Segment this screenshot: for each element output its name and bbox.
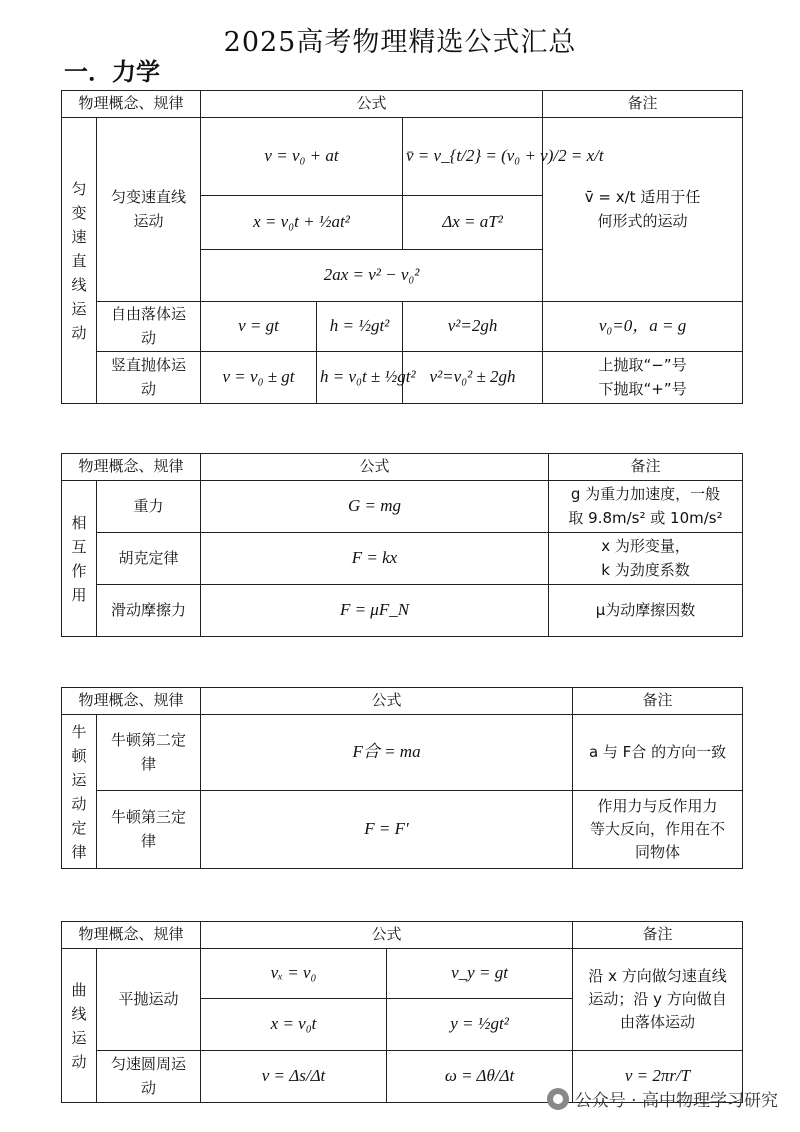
page-title: 2025高考物理精选公式汇总 [223, 27, 577, 58]
section-heading: 一．力学 [64, 58, 160, 86]
formula-cell: h = v₀t ± ½gt² [317, 352, 403, 404]
concept-name: 重力 [97, 481, 201, 533]
concept-name: 牛顿第三定 律 [97, 791, 201, 869]
header-formula: 公式 [201, 922, 573, 949]
group-label: 牛 顿 运 动 定 律 [62, 715, 97, 869]
formula-cell: F = μF_N [201, 585, 549, 637]
formula-cell: v²=v₀² ± 2gh [403, 352, 543, 404]
header-formula: 公式 [201, 688, 573, 715]
concept-name: 匀变速直线 运动 [97, 118, 201, 302]
watermark [547, 1086, 778, 1111]
note-cell: μ为动摩擦因数 [549, 585, 743, 637]
header-formula: 公式 [201, 454, 549, 481]
formula-cell: vₓ = v₀ [201, 949, 387, 999]
curvilinear-table [61, 921, 743, 1103]
formula-cell: v_y = gt [387, 949, 573, 999]
note-cell: v₀=0，a = g [543, 302, 743, 352]
group-label: 相 互 作 用 [62, 481, 97, 637]
wechat-logo-icon [547, 1088, 569, 1110]
note-cell: 上抛取“−”号 下抛取“+”号 [543, 352, 743, 404]
interaction-table [61, 453, 743, 637]
formula-cell: v = Δs/Δt [201, 1051, 387, 1103]
concept-name: 牛顿第二定 律 [97, 715, 201, 791]
formula-cell: v̄ = v_{t/2} = (v₀ + v)/2 = x/t [403, 118, 543, 196]
concept-name: 平抛运动 [97, 949, 201, 1051]
watermark-text: 公众号 · 高中物理学习研究 [574, 1091, 778, 1111]
note-cell: g 为重力加速度，一般 取 9.8m/s² 或 10m/s² [549, 481, 743, 533]
formula-cell: v = v₀ + at [201, 118, 403, 196]
header-concept: 物理概念、规律 [62, 454, 201, 481]
header-concept: 物理概念、规律 [62, 688, 201, 715]
formula-cell: y = ½gt² [387, 999, 573, 1051]
note-cell: x 为形变量， k 为劲度系数 [549, 533, 743, 585]
newton-table [61, 687, 743, 869]
header-formula: 公式 [201, 91, 543, 118]
formula-cell: F = kx [201, 533, 549, 585]
header-note: 备注 [549, 454, 743, 481]
group-label: 匀 变 速 直 线 运 动 [62, 118, 97, 404]
concept-name: 匀速圆周运 动 [97, 1051, 201, 1103]
concept-name: 自由落体运 动 [97, 302, 201, 352]
concept-name: 滑动摩擦力 [97, 585, 201, 637]
formula-cell: v = gt [201, 302, 317, 352]
formula-cell: x = v₀t + ½at² [201, 196, 403, 250]
header-concept: 物理概念、规律 [62, 922, 201, 949]
header-note: 备注 [573, 688, 743, 715]
group-label: 曲 线 运 动 [62, 949, 97, 1103]
note-cell: v̄ = x/t 适用于任 何形式的运动 [543, 118, 743, 302]
header-concept: 物理概念、规律 [62, 91, 201, 118]
formula-cell: h = ½gt² [317, 302, 403, 352]
note-cell: 作用力与反作用力 等大反向，作用在不 同物体 [573, 791, 743, 869]
formula-cell: 2ax = v² − v₀² [201, 250, 543, 302]
formula-cell: Δx = aT² [403, 196, 543, 250]
concept-name: 竖直抛体运 动 [97, 352, 201, 404]
note-cell: 沿 x 方向做匀速直线 运动；沿 y 方向做自 由落体运动 [573, 949, 743, 1051]
kinematics-table [61, 90, 743, 404]
concept-name: 胡克定律 [97, 533, 201, 585]
header-note: 备注 [573, 922, 743, 949]
formula-cell: x = v₀t [201, 999, 387, 1051]
header-note: 备注 [543, 91, 743, 118]
formula-cell: G = mg [201, 481, 549, 533]
formula-cell: v = v₀ ± gt [201, 352, 317, 404]
note-cell: a 与 F合 的方向一致 [573, 715, 743, 791]
formula-cell: F合 = ma [201, 715, 573, 791]
formula-cell: v = 2πr/T [573, 1051, 743, 1103]
formula-cell: ω = Δθ/Δt [387, 1051, 573, 1103]
formula-cell: v²=2gh [403, 302, 543, 352]
formula-cell: F = F′ [201, 791, 573, 869]
